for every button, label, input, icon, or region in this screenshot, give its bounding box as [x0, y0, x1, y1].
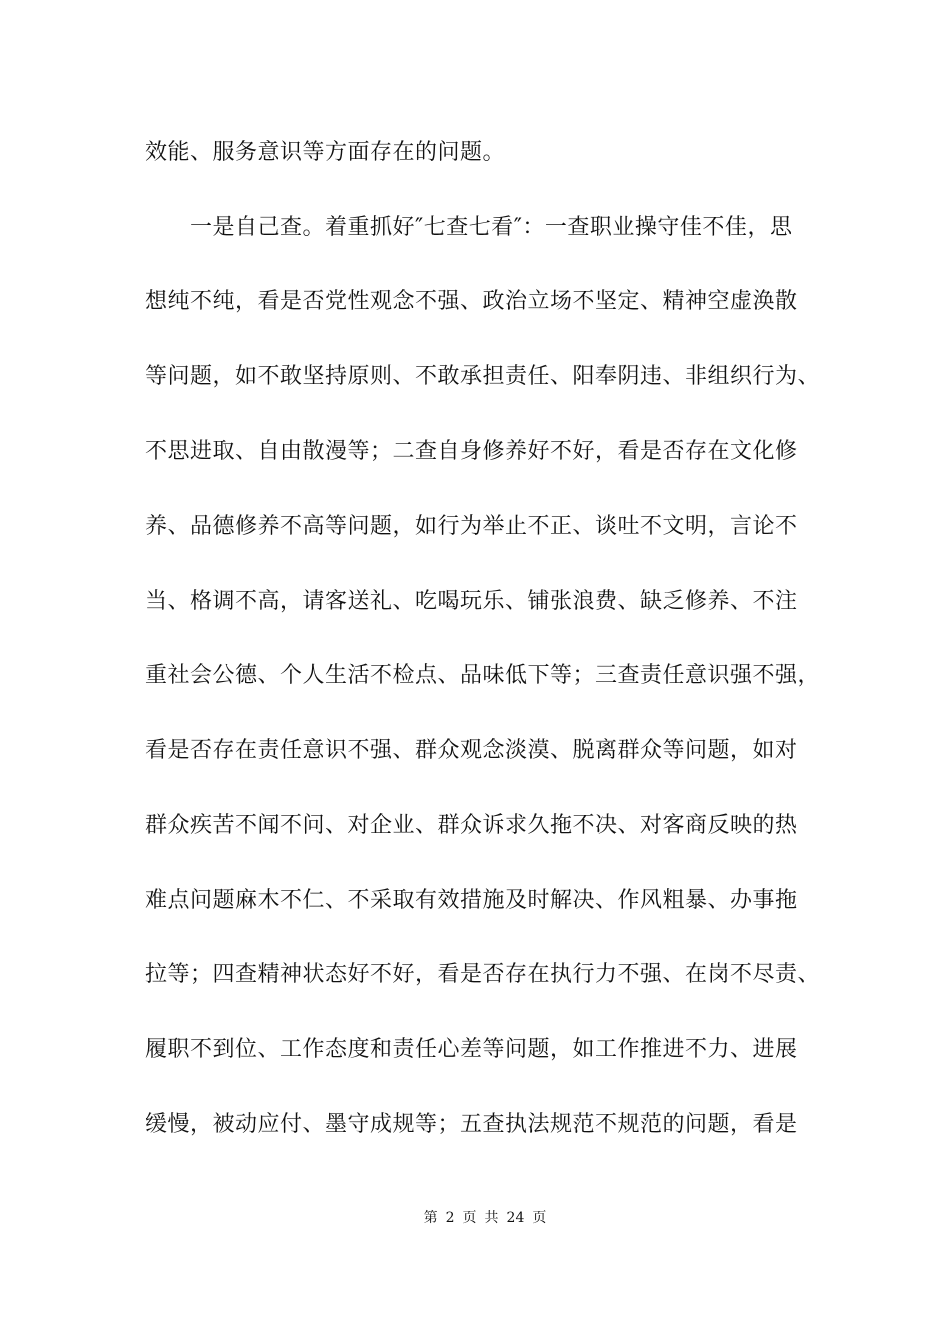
text-line: 一是自己查。着重抓好″七查七看″：一查职业操守佳不佳，思 — [145, 215, 793, 240]
footer-word-di: 第 — [423, 1210, 438, 1226]
text-line: 养、品德修养不高等问题，如行为举止不正、谈吐不文明，言论不 — [145, 514, 798, 539]
text-line: 拉等；四查精神状态好不好，看是否存在执行力不强、在岗不尽责、 — [145, 962, 821, 987]
text-line: 群众疾苦不闻不问、对企业、群众诉求久拖不决、对客商反映的热 — [145, 813, 798, 838]
text-line: 当、格调不高，请客送礼、吃喝玩乐、铺张浪费、缺乏修养、不注 — [145, 589, 798, 614]
text-line: 重社会公德、个人生活不检点、品味低下等；三查责任意识强不强， — [145, 663, 821, 688]
footer-word-ye: 页 — [462, 1210, 477, 1226]
page-footer — [0, 1208, 950, 1228]
text-line: 看是否存在责任意识不强、群众观念淡漠、脱离群众等问题，如对 — [145, 738, 798, 763]
text-line: 等问题，如不敢坚持原则、不敢承担责任、阳奉阴违、非组织行为、 — [145, 364, 821, 389]
text-line: 难点问题麻木不仁、不采取有效措施及时解决、作风粗暴、办事拖 — [145, 888, 798, 913]
text-line: 缓慢，被动应付、墨守成规等；五查执法规范不规范的问题，看是 — [145, 1112, 798, 1137]
text-line: 效能、服务意识等方面存在的问题。 — [145, 140, 506, 165]
footer-word-ye2: 页 — [532, 1210, 547, 1226]
footer-total-pages: 24 — [506, 1210, 525, 1226]
footer-word-gong: 共 — [484, 1210, 499, 1226]
text-line: 不思进取、自由散漫等；二查自身修养好不好，看是否存在文化修 — [145, 439, 798, 464]
footer-page-number: 2 — [445, 1210, 455, 1226]
text-line: 想纯不纯，看是否党性观念不强、政治立场不坚定、精神空虚涣散 — [145, 289, 798, 314]
text-line: 履职不到位、工作态度和责任心差等问题，如工作推进不力、进展 — [145, 1037, 798, 1062]
